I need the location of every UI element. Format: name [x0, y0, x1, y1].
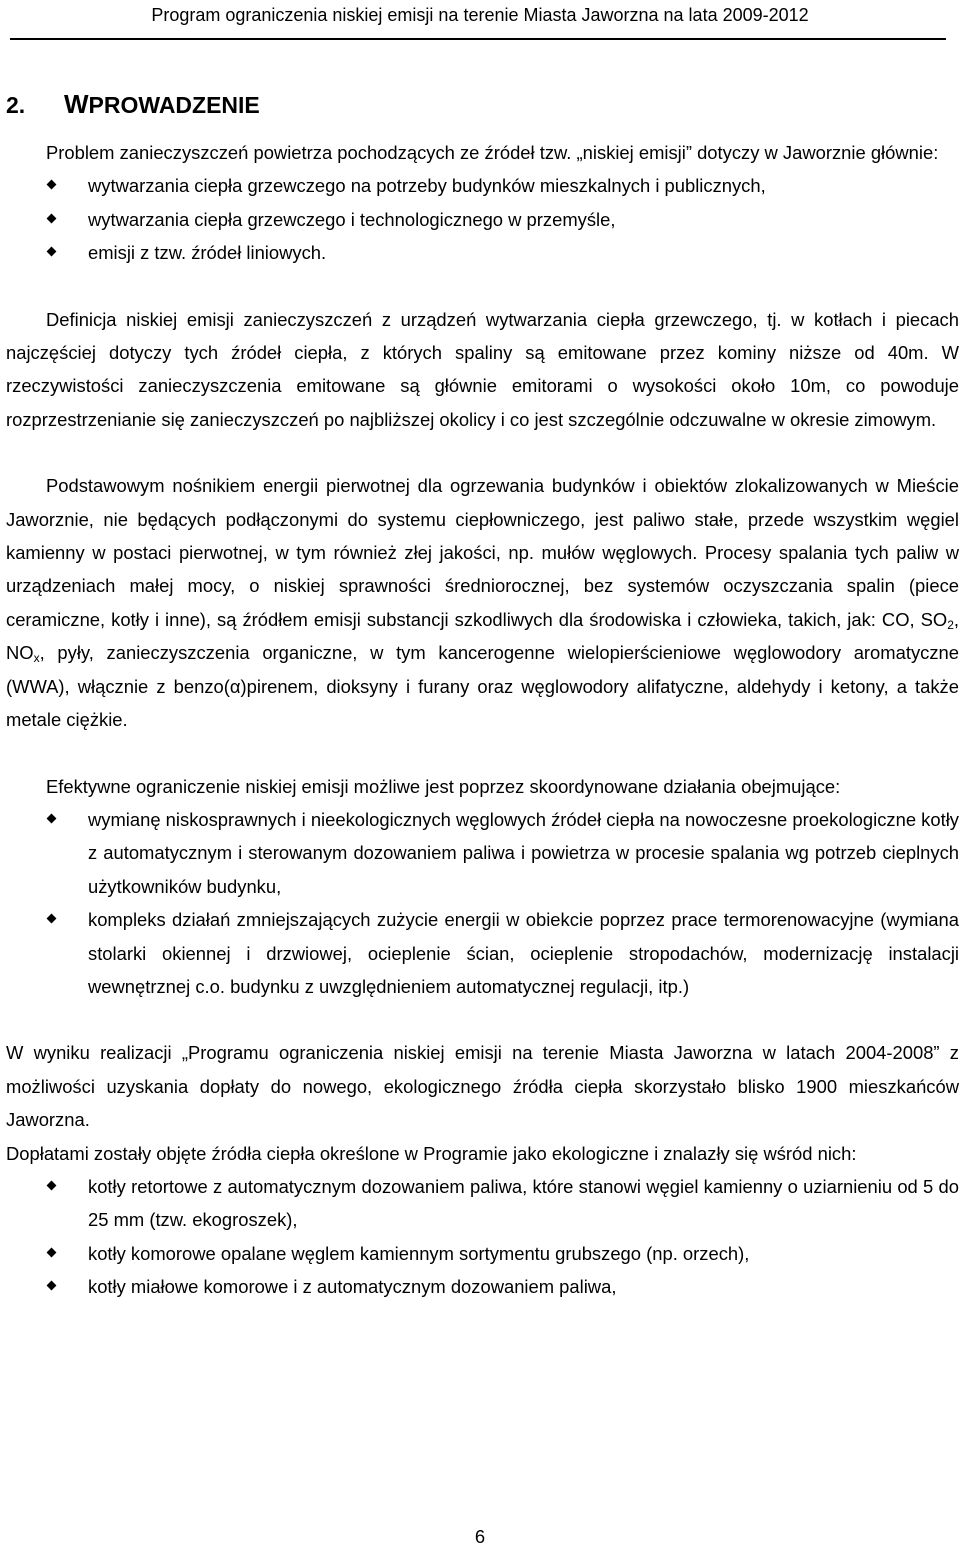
list-item-text: kotły retortowe z automatycznym dozowaniem paliwa, które stanowi węgiel kamienny o uziarnieniu od 5 do 25 mm (tzw. ekogroszek), — [88, 1175, 959, 1231]
diamond-bullet-icon — [47, 1281, 57, 1291]
definition-paragraph: Definicja niskiej emisji zanieczyszczeń z urządzeń wytwarzania ciepła grzewczego, tj. w kotłach i piecach najczęściej dotyczy tych źródeł ciepła, z których spaliny są emitowane przez kominy niższe od 40m. W rzeczywistości zanieczyszczenia emitowane są głównie emitorami o wysokości około 10m, co powoduje rozprzestrzenianie się zanieczyszczeń po najbliższej okolicy i co jest szczególnie odczuwalne w okresie zimowym. — [6, 308, 959, 430]
section-title: PROWADZENIE — [88, 92, 260, 118]
diamond-bullet-icon — [47, 1181, 57, 1191]
intro-list — [6, 169, 959, 269]
subsidies-paragraph: Dopłatami zostały objęte źródła ciepła określone w Programie jako ekologiczne i znalazły się wśród nich: — [6, 1142, 857, 1164]
list-item — [6, 903, 959, 1003]
so2-label: SO — [920, 608, 948, 630]
list-item-text: emisji z tzw. źródeł liniowych. — [88, 242, 327, 264]
effective-paragraph: Efektywne ograniczenie niskiej emisji możliwe jest poprzez skoordynowane działania obejmujące: — [46, 775, 841, 797]
list-item-text: kompleks działań zmniejszających zużycie energii w obiekcie poprzez prace termorenowacyjne (wymiana stolarki okiennej i drzwiowej, ocieplenie ścian, ocieplenie stropodachów, modernizację instalacji wewnętrznej c.o. budynku z uwzględnieniem automatycznej regulacji, itp.) — [88, 909, 959, 997]
list-item — [6, 1270, 959, 1303]
page-header — [0, 0, 960, 33]
list-item — [6, 203, 959, 236]
list-item — [6, 169, 959, 202]
document-body — [6, 136, 959, 1304]
list-item-text: wytwarzania ciepła grzewczego i technologicznego w przemyśle, — [88, 208, 616, 230]
intro-paragraph: Problem zanieczyszczeń powietrza pochodzących ze źródeł tzw. „niskiej emisji” dotyczy w Jaworznie głównie: — [46, 142, 939, 163]
nox-label: NO — [6, 642, 34, 664]
diamond-bullet-icon — [47, 914, 57, 924]
spacer — [6, 436, 959, 469]
energy-text-part-b: , pyły, zanieczyszczenia organiczne, w tym kancerogenne wielopierścieniowe węglowodory aromatyczne (WWA), włącznie z benzo(α)pirenem, dioksyny i furany oraz węglowodory alifatyczne, aldehydy i ketony, a także metale ciężkie. — [6, 642, 959, 731]
diamond-bullet-icon — [47, 213, 57, 223]
section-title-initial: W — [64, 89, 89, 119]
header-divider — [10, 38, 946, 40]
list-item-text: kotły miałowe komorowe i z automatycznym dozowaniem paliwa, — [88, 1276, 617, 1298]
diamond-bullet-icon — [47, 247, 57, 257]
spacer — [6, 270, 959, 303]
list-item — [6, 1170, 959, 1237]
diamond-bullet-icon — [47, 813, 57, 823]
spacer — [6, 1003, 959, 1036]
nox-subscript: x — [33, 651, 40, 666]
list-item — [6, 1237, 959, 1270]
header-title: Program ograniczenia niskiej emisji na terenie Miasta Jaworzna na lata 2009-2012 — [151, 5, 809, 25]
energy-text-part-a: Podstawowym nośnikiem energii pierwotnej dla ogrzewania budynków i obiektów zlokalizowanych w Mieście Jaworznie, nie będących podłączonymi do systemu ciepłowniczego, jest paliwo stałe, przede wszystkim węgiel kamienny w postaci pierwotnej, w tym również złej jakości, np. mułów węglowych. Procesy spalania tych paliw w urządzeniach małej mocy, o niskiej sprawności średniorocznej, bez systemów oczyszczania spalin (piece ceramiczne, kotły i inne), są źródłem emisji substancji szkodliwych dla środowiska i człowieka, takich, jak: CO, — [6, 475, 959, 630]
subsidies-list — [6, 1170, 959, 1304]
section-number: 2. — [6, 92, 26, 118]
effective-list — [6, 803, 959, 1003]
section-heading — [6, 86, 260, 123]
separator: , — [953, 608, 959, 630]
so2-subscript: 2 — [947, 617, 954, 632]
spacer — [6, 737, 959, 770]
page-number: 6 — [474, 1526, 486, 1547]
results-paragraph: W wyniku realizacji „Programu ograniczenia niskiej emisji na terenie Miasta Jaworzna w latach 2004-2008” z możliwości uzyskania dopłaty do nowego, ekologicznego źródła ciepła skorzystało blisko 1900 mieszkańców Jaworzna. — [6, 1042, 959, 1131]
list-item-text: wymianę niskosprawnych i nieekologicznych węglowych źródeł ciepła na nowoczesne proekologiczne kotły z automatycznym i sterowanym dozowaniem paliwa i powietrza w procesie spalania wg potrzeb cieplnych użytkowników budynku, — [88, 808, 959, 897]
list-item — [6, 803, 959, 903]
energy-paragraph — [6, 469, 959, 736]
diamond-bullet-icon — [47, 1247, 57, 1257]
list-item — [6, 236, 959, 269]
diamond-bullet-icon — [47, 180, 57, 190]
list-item-text: kotły komorowe opalane węglem kamiennym sortymentu grubszego (np. orzech), — [88, 1242, 750, 1264]
list-item-text: wytwarzania ciepła grzewczego na potrzeby budynków mieszkalnych i publicznych, — [88, 175, 766, 197]
